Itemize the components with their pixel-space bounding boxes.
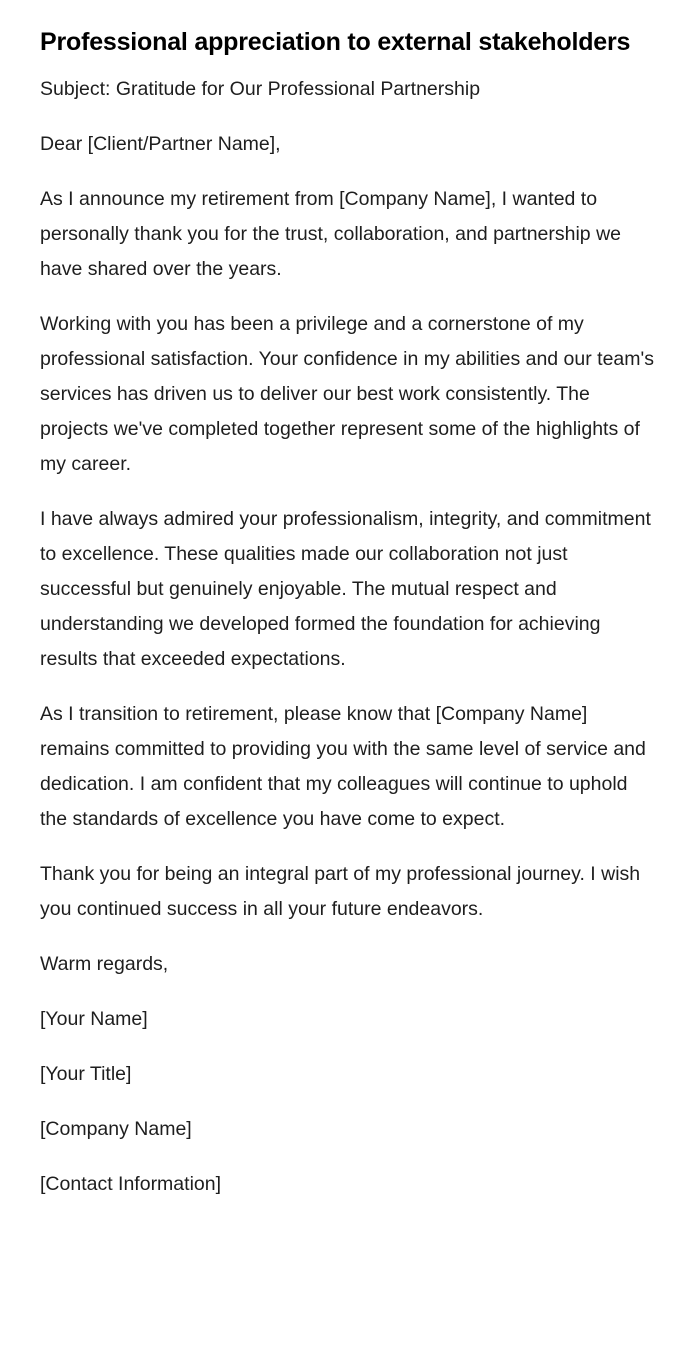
subject-line: Subject: Gratitude for Our Professional Partnership	[40, 78, 481, 100]
closing: Warm regards,	[40, 953, 169, 975]
body-paragraph-4: As I transition to retirement, please know that [Company Name] remains committed to providing you with the same level of service and dedication. I am confident that my colleagues will continue to uphold the standards of excellence you have come to expect.	[40, 703, 646, 830]
salutation: Dear [Client/Partner Name],	[40, 133, 281, 155]
signature-title: [Your Title]	[40, 1063, 132, 1085]
signature-name: [Your Name]	[40, 1008, 148, 1030]
signature-company: [Company Name]	[40, 1118, 192, 1140]
document-title: Professional appreciation to external stakeholders	[40, 28, 631, 56]
body-paragraph-2: Working with you has been a privilege and a cornerstone of my professional satisfaction. Your confidence in my abilities and our team's services has driven us to deliver our best work consistently. The projects we've completed together represent some of the highlights of my career.	[40, 313, 654, 475]
body-paragraph-3: I have always admired your professionalism, integrity, and commitment to excellence. These qualities made our collaboration not just successful but genuinely enjoyable. The mutual respect and understanding we developed formed the foundation for achieving results that exceeded expectations.	[40, 508, 651, 670]
body-paragraph-5: Thank you for being an integral part of my professional journey. I wish you continued success in all your future endeavors.	[40, 863, 641, 920]
body-paragraph-1: As I announce my retirement from [Company Name], I wanted to personally thank you for the trust, collaboration, and partnership we have shared over the years.	[40, 188, 622, 280]
signature-contact: [Contact Information]	[40, 1173, 222, 1195]
